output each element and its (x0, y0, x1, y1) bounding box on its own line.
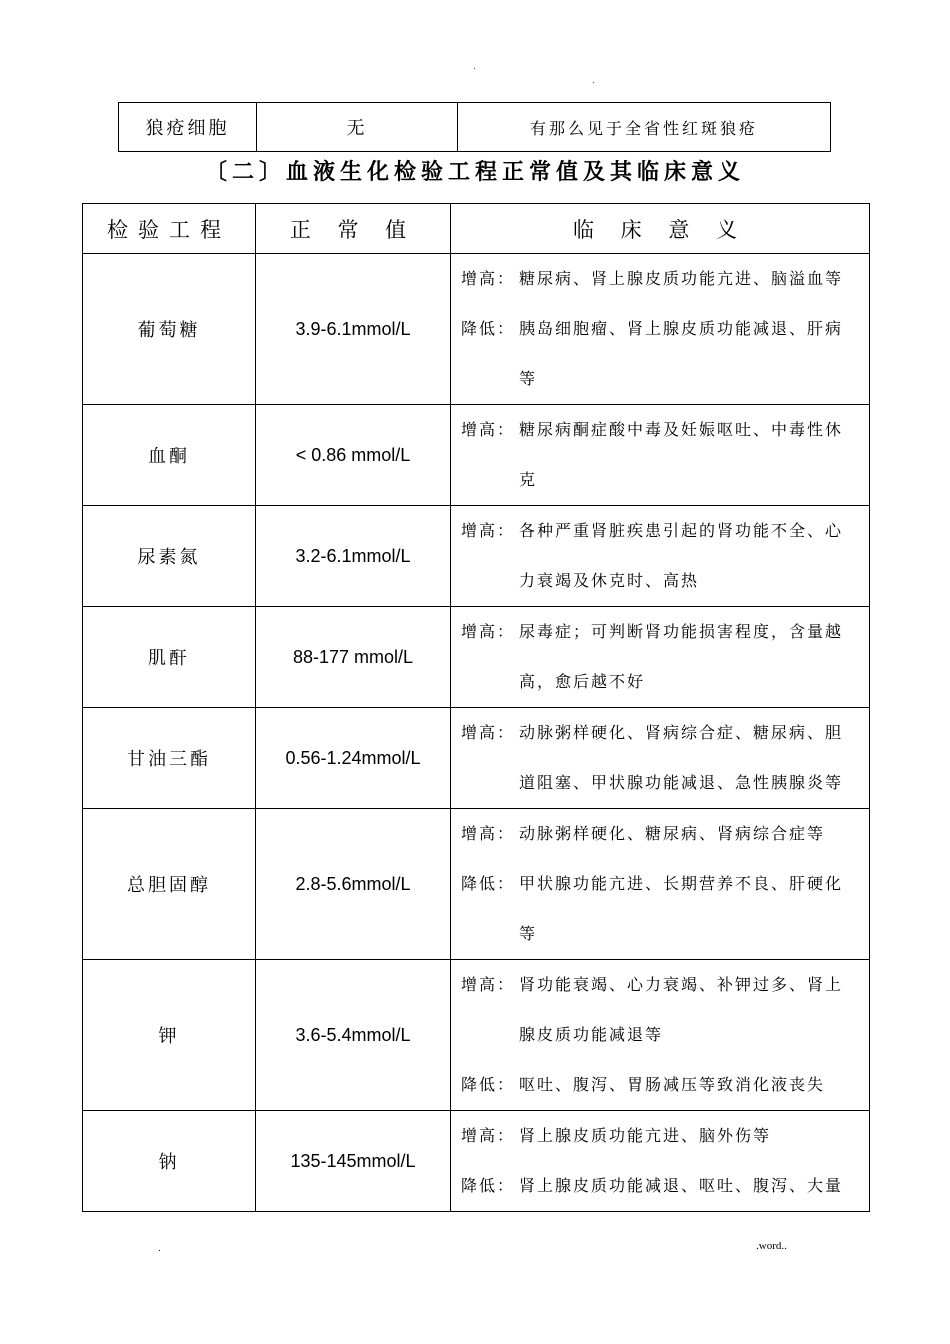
meaning-label (461, 354, 519, 404)
normal-value: < 0.86 mmol/L (256, 405, 451, 506)
meaning-line (461, 708, 863, 758)
meaning-text: 动脉粥样硬化、肾病综合症、糖尿病、胆 (519, 723, 844, 742)
normal-value: 3.9-6.1mmol/L (256, 254, 451, 405)
footer-word: .word.. (756, 1240, 787, 1252)
normal-value: 2.8-5.6mmol/L (256, 809, 451, 960)
col-header-meaning: 临 床 意 义 (451, 204, 870, 254)
biochem-table (82, 203, 870, 1212)
meaning-text: 等 (519, 924, 538, 943)
meaning-text: 胰岛细胞瘤、肾上腺皮质功能减退、肝病 (519, 319, 844, 338)
meaning-line (461, 909, 863, 959)
meaning-label: 增高： (461, 824, 516, 843)
table-row (83, 607, 870, 708)
item-name: 钾 (83, 960, 256, 1111)
meaning-text: 糖尿病酮症酸中毒及妊娠呕吐、中毒性休 (519, 420, 844, 439)
meaning-line (461, 506, 863, 556)
meaning-line (461, 1111, 863, 1161)
item-name: 葡萄糖 (83, 254, 256, 405)
meaning-text: 腺皮质功能减退等 (519, 1025, 664, 1044)
meaning-line (461, 556, 863, 606)
meaning-text: 甲状腺功能亢进、长期营养不良、肝硬化 (519, 874, 844, 893)
meaning-label: 降低： (461, 319, 516, 338)
meaning-text: 糖尿病、肾上腺皮质功能亢进、脑溢血等 (519, 269, 844, 288)
meaning-label (461, 455, 519, 505)
meaning-label: 增高： (461, 723, 516, 742)
meaning-label: 降低： (461, 1075, 516, 1094)
meaning-text: 肾上腺皮质功能亢进、脑外伤等 (519, 1126, 772, 1145)
meaning-label (461, 657, 519, 707)
meaning-label (461, 758, 519, 808)
meaning-text: 呕吐、腹泻、胃肠减压等致消化液丧失 (519, 1075, 826, 1094)
meaning-text: 等 (519, 369, 538, 388)
item-name: 钠 (83, 1111, 256, 1212)
meaning-line (461, 657, 863, 707)
meaning-text: 肾上腺皮质功能减退、呕吐、腹泻、大量 (519, 1176, 844, 1195)
footer-mark: . (158, 1244, 161, 1254)
meaning-text: 道阻塞、甲状腺功能减退、急性胰腺炎等 (519, 773, 844, 792)
meaning-line (461, 354, 863, 404)
meaning-line (461, 405, 863, 455)
meaning-label: 增高： (461, 1126, 516, 1145)
meaning-label: 增高： (461, 622, 516, 641)
col-header-item: 检验工程 (83, 204, 256, 254)
table-header-row (83, 204, 870, 254)
meaning-text: 动脉粥样硬化、糖尿病、肾病综合症等 (519, 824, 826, 843)
meaning-label (461, 556, 519, 606)
clinical-meaning (451, 809, 870, 960)
meaning-label: 增高： (461, 269, 516, 288)
meaning-line (461, 304, 863, 354)
meaning-text: 肾功能衰竭、心力衰竭、补钾过多、肾上 (519, 975, 844, 994)
meaning-line (461, 1060, 863, 1110)
table-row (83, 1111, 870, 1212)
item-name: 尿素氮 (83, 506, 256, 607)
meaning-label (461, 1010, 519, 1060)
item-name: 甘油三酯 (83, 708, 256, 809)
table-row (83, 708, 870, 809)
section-title: 〔二〕血液生化检验工程正常值及其临床意义 (204, 160, 745, 185)
meaning-label: 降低： (461, 1176, 516, 1195)
clinical-meaning (451, 506, 870, 607)
col-header-normal: 正 常 值 (256, 204, 451, 254)
header-mark: . (592, 76, 595, 86)
meaning-text: 克 (519, 470, 538, 489)
previous-table-row (118, 102, 831, 152)
meaning-text: 高，愈后越不好 (519, 672, 646, 691)
meaning-line (461, 254, 863, 304)
meaning-line (461, 859, 863, 909)
meaning-text: 力衰竭及休克时、高热 (519, 571, 700, 590)
meaning-line (461, 758, 863, 808)
item-name: 狼疮细胞 (119, 103, 257, 152)
clinical-meaning (451, 254, 870, 405)
table-row (83, 506, 870, 607)
meaning-text: 各种严重肾脏疾患引起的肾功能不全、心 (519, 521, 844, 540)
header-mark: . (473, 62, 476, 72)
normal-value: 0.56-1.24mmol/L (256, 708, 451, 809)
meaning-line (461, 455, 863, 505)
meaning-line (461, 809, 863, 859)
clinical-meaning (451, 960, 870, 1111)
clinical-meaning (451, 708, 870, 809)
meaning-label (461, 909, 519, 959)
clinical-meaning (451, 607, 870, 708)
clinical-meaning (451, 1111, 870, 1212)
meaning-label: 降低： (461, 874, 516, 893)
item-name: 血酮 (83, 405, 256, 506)
meaning-line (461, 607, 863, 657)
table-row (83, 809, 870, 960)
meaning-line (461, 960, 863, 1010)
meaning-text: 尿毒症；可判断肾功能损害程度，含量越 (519, 622, 844, 641)
clinical-meaning: 有那么见于全省性红斑狼疮 (458, 103, 831, 152)
meaning-label: 增高： (461, 975, 516, 994)
meaning-label: 增高： (461, 420, 516, 439)
table-row (83, 254, 870, 405)
meaning-line (461, 1161, 863, 1211)
meaning-label: 增高： (461, 521, 516, 540)
normal-value: 无 (257, 103, 458, 152)
normal-value: 3.6-5.4mmol/L (256, 960, 451, 1111)
clinical-meaning (451, 405, 870, 506)
normal-value: 3.2-6.1mmol/L (256, 506, 451, 607)
table-row (83, 405, 870, 506)
normal-value: 135-145mmol/L (256, 1111, 451, 1212)
item-name: 肌酐 (83, 607, 256, 708)
table-row (119, 103, 831, 152)
item-name: 总胆固醇 (83, 809, 256, 960)
table-row (83, 960, 870, 1111)
normal-value: 88-177 mmol/L (256, 607, 451, 708)
meaning-line (461, 1010, 863, 1060)
